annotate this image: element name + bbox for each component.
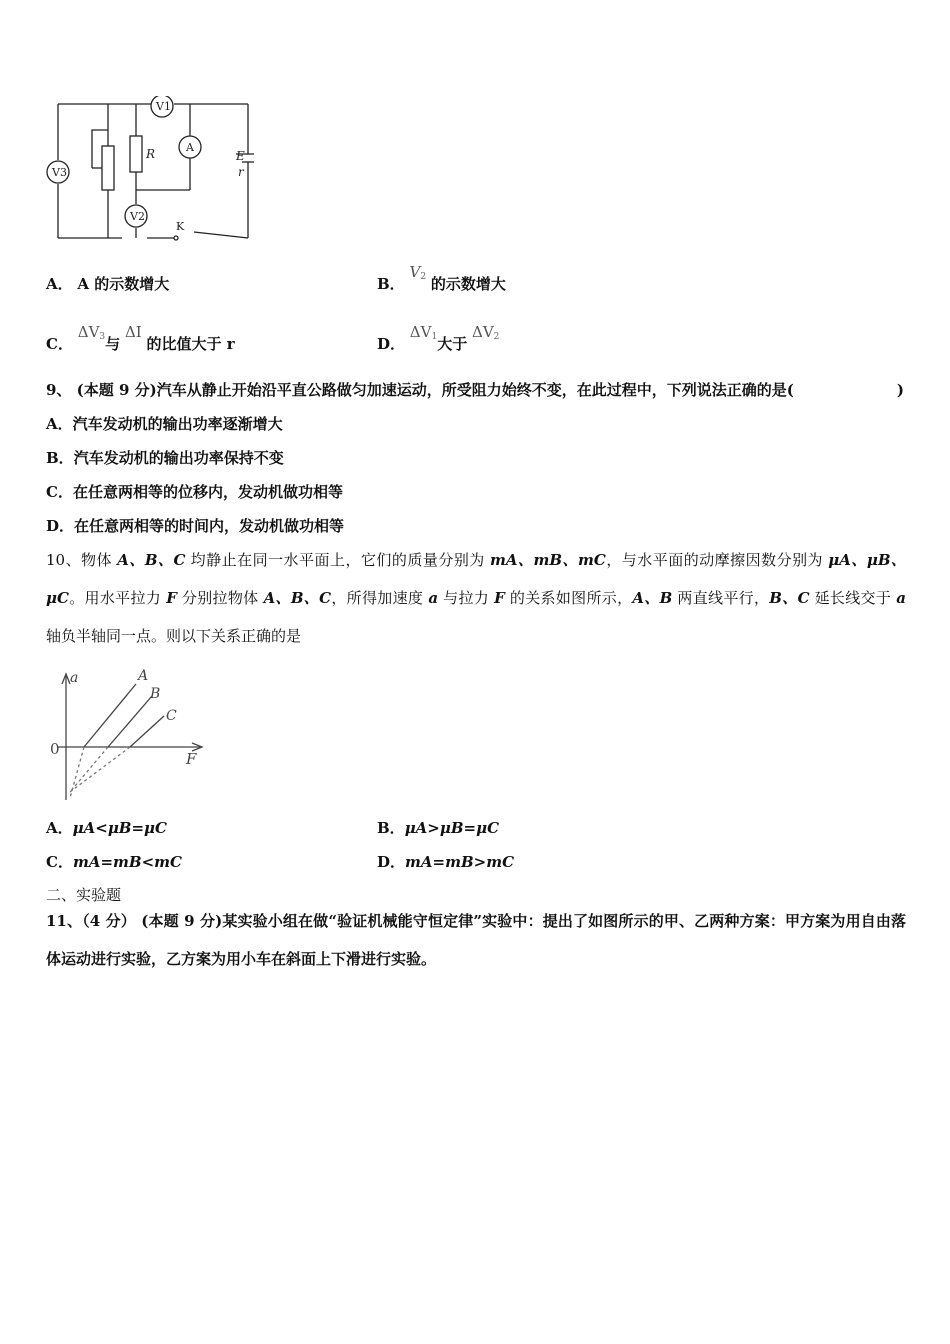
option-text: 的比值大于 r [146,335,235,353]
delta-v2-symbol: ΔV2 [472,323,500,342]
v2-symbol: V2 [409,263,427,282]
q9-option-a[interactable]: A．汽车发动机的输出功率逐渐增大 [46,415,283,433]
line-c [130,716,164,747]
q8-option-d[interactable]: D． ΔV1大于 ΔV2 [377,323,500,353]
q10-option-c[interactable]: C．mA=mB<mC [46,853,182,871]
option-letter: C． [46,335,73,353]
q8-option-a[interactable] [46,274,169,294]
option-letter: A． [46,275,73,293]
section-title: 二、实验题 [46,886,122,904]
q10-stem: 10、物体 A、B、C 均静止在同一水平面上，它们的质量分别为 mA、mB、mC，与水平面的动摩擦因数分别为 μA、μB、μC。用水平拉力 F 分别拉物体 A、B、C，所得加速度 a 与拉力 F 的关系如图所示，A、B 两直线平行，B、C 延长线交于 a 轴负半轴同一点。则以下关系正确的是 [46,551,906,645]
q9-option-d[interactable]: D．在任意两相等的时间内，发动机做功相等 [46,517,345,535]
circuit-diagram [44,96,254,246]
resistor-label: R [146,147,156,161]
q8-option-b[interactable] [377,263,506,299]
a-f-graph [44,664,214,804]
q9-option-c[interactable]: C．在任意两相等的位移内，发动机做功相等 [46,483,343,501]
option-letter: B． [377,275,405,293]
q11-stem: 11、（4 分） (本题 9 分)某实验小组在做“验证机械能守恒定律”实验中：提出了如图所示的甲、乙两种方案：甲方案为用自由落体运动进行实验，乙方案为用小车在斜面上下滑进行实验。 [46,912,906,968]
q8-option-c[interactable]: C． ΔV3与 ΔI 的比值大于 r [46,323,235,353]
q10-option-b[interactable]: B．μA>μB=μC [377,819,500,837]
internal-resistance-label: r [238,165,244,179]
switch-label: K [176,220,185,233]
q10-option-d[interactable]: D．mA=mB>mC [377,853,515,871]
option-text: A 的示数增大 [77,275,170,293]
ammeter-label: A [186,141,194,154]
line-c-label: C [166,708,177,724]
q9-option-b[interactable]: B．汽车发动机的输出功率保持不变 [46,449,284,467]
line-a-label: A [138,668,149,684]
q10-option-a[interactable]: A．μA<μB=μC [46,819,167,837]
line-a [84,684,136,747]
v1-label: V1 [156,100,171,113]
delta-i-symbol: ΔI [124,323,142,341]
option-text: 的示数增大 [430,275,506,293]
v3-label: V3 [52,166,67,179]
emf-label: E [236,149,245,163]
y-axis-label: a [70,670,79,686]
line-c-extension [70,747,130,792]
delta-v1-symbol: ΔV1 [409,323,438,342]
v2-label: V2 [130,210,145,223]
line-b-extension [70,747,108,792]
line-b [108,696,152,747]
switch-contact-icon [174,236,178,240]
option-letter: D． [377,335,406,353]
q9-stem: 9、 (本题 9 分)汽车从静止开始沿平直公路做匀加速运动，所受阻力始终不变，在此过程中，下列说法正确的是( ) [46,381,904,399]
origin-label: 0 [50,740,60,758]
delta-v3-symbol: ΔV3 [77,323,106,342]
line-b-label: B [150,686,161,702]
x-axis-label: F [186,750,197,768]
